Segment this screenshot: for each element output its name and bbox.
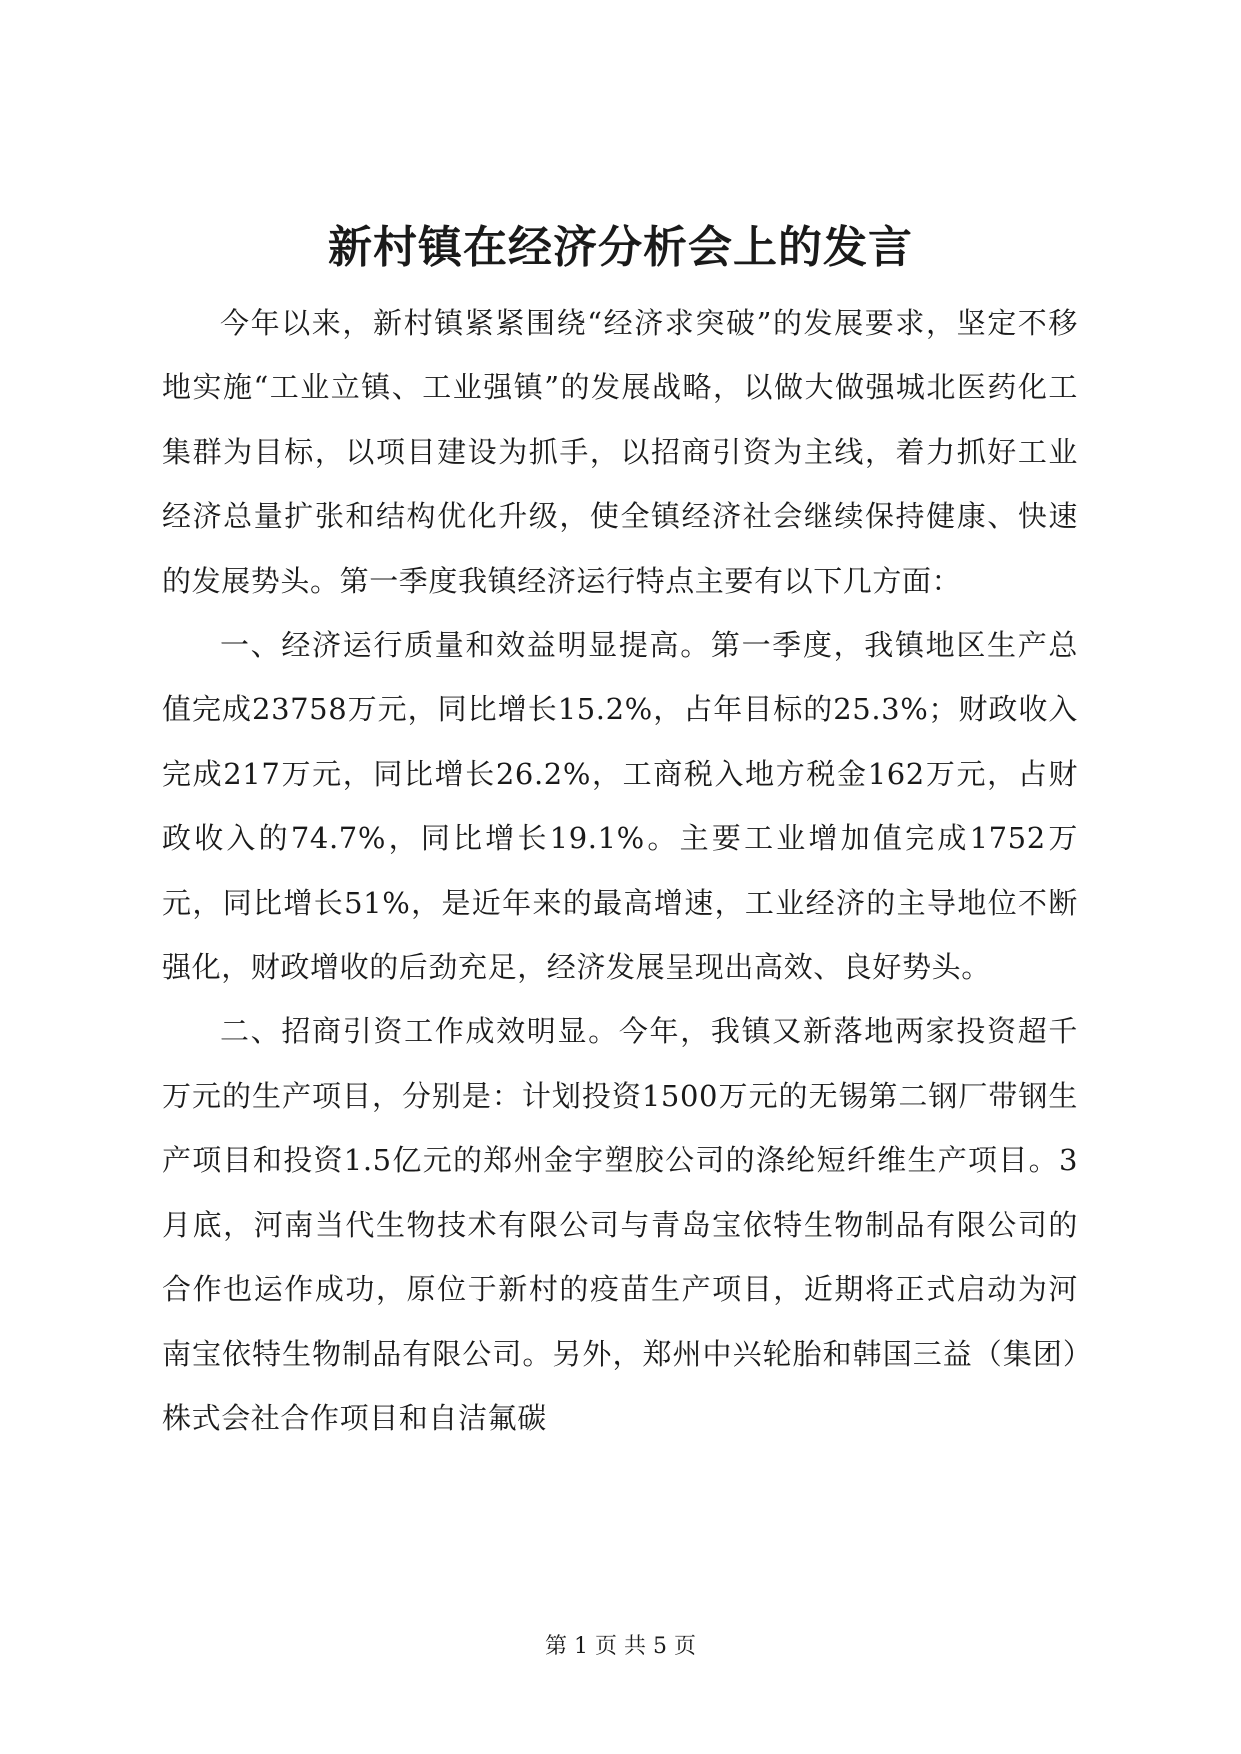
document-body — [162, 291, 1078, 1450]
page-number-footer: 第 1 页 共 5 页 — [545, 1634, 696, 1659]
document-title: 新村镇在经济分析会上的发言 — [328, 222, 913, 273]
paragraph-economic-quality: 一、经济运行质量和效益明显提高。第一季度，我镇地区生产总值完成23758万元，同比增长15.2%，占年目标的25.3%；财政收入完成217万元，同比增长26.2%，工商税入地方税金162万元，占财政收入的74.7%，同比增长19.1%。主要工业增加值完成1752万元，同比增长51%，是近年来的最高增速，工业经济的主导地位不断强化，财政增收的后劲充足，经济发展呈现出高效、良好势头。 — [162, 628, 1078, 985]
paragraph-investment: 二、招商引资工作成效明显。今年，我镇又新落地两家投资超千万元的生产项目，分别是：计划投资1500万元的无锡第二钢厂带钢生产项目和投资1.5亿元的郑州金宇塑胶公司的涤纶短纤维生产项目。3月底，河南当代生物技术有限公司与青岛宝依特生物制品有限公司的合作也运作成功，原位于新村的疫苗生产项目，近期将正式启动为河南宝依特生物制品有限公司。另外，郑州中兴轮胎和韩国三益（集团）株式会社合作项目和自洁氟碳 — [162, 1014, 1078, 1435]
paragraph-intro: 今年以来，新村镇紧紧围绕“经济求突破”的发展要求，坚定不移地实施“工业立镇、工业强镇”的发展战略，以做大做强城北医药化工集群为目标，以项目建设为抓手，以招商引资为主线，着力抓好工业经济总量扩张和结构优化升级，使全镇经济社会继续保持健康、快速的发展势头。第一季度我镇经济运行特点主要有以下几方面： — [162, 306, 1078, 598]
